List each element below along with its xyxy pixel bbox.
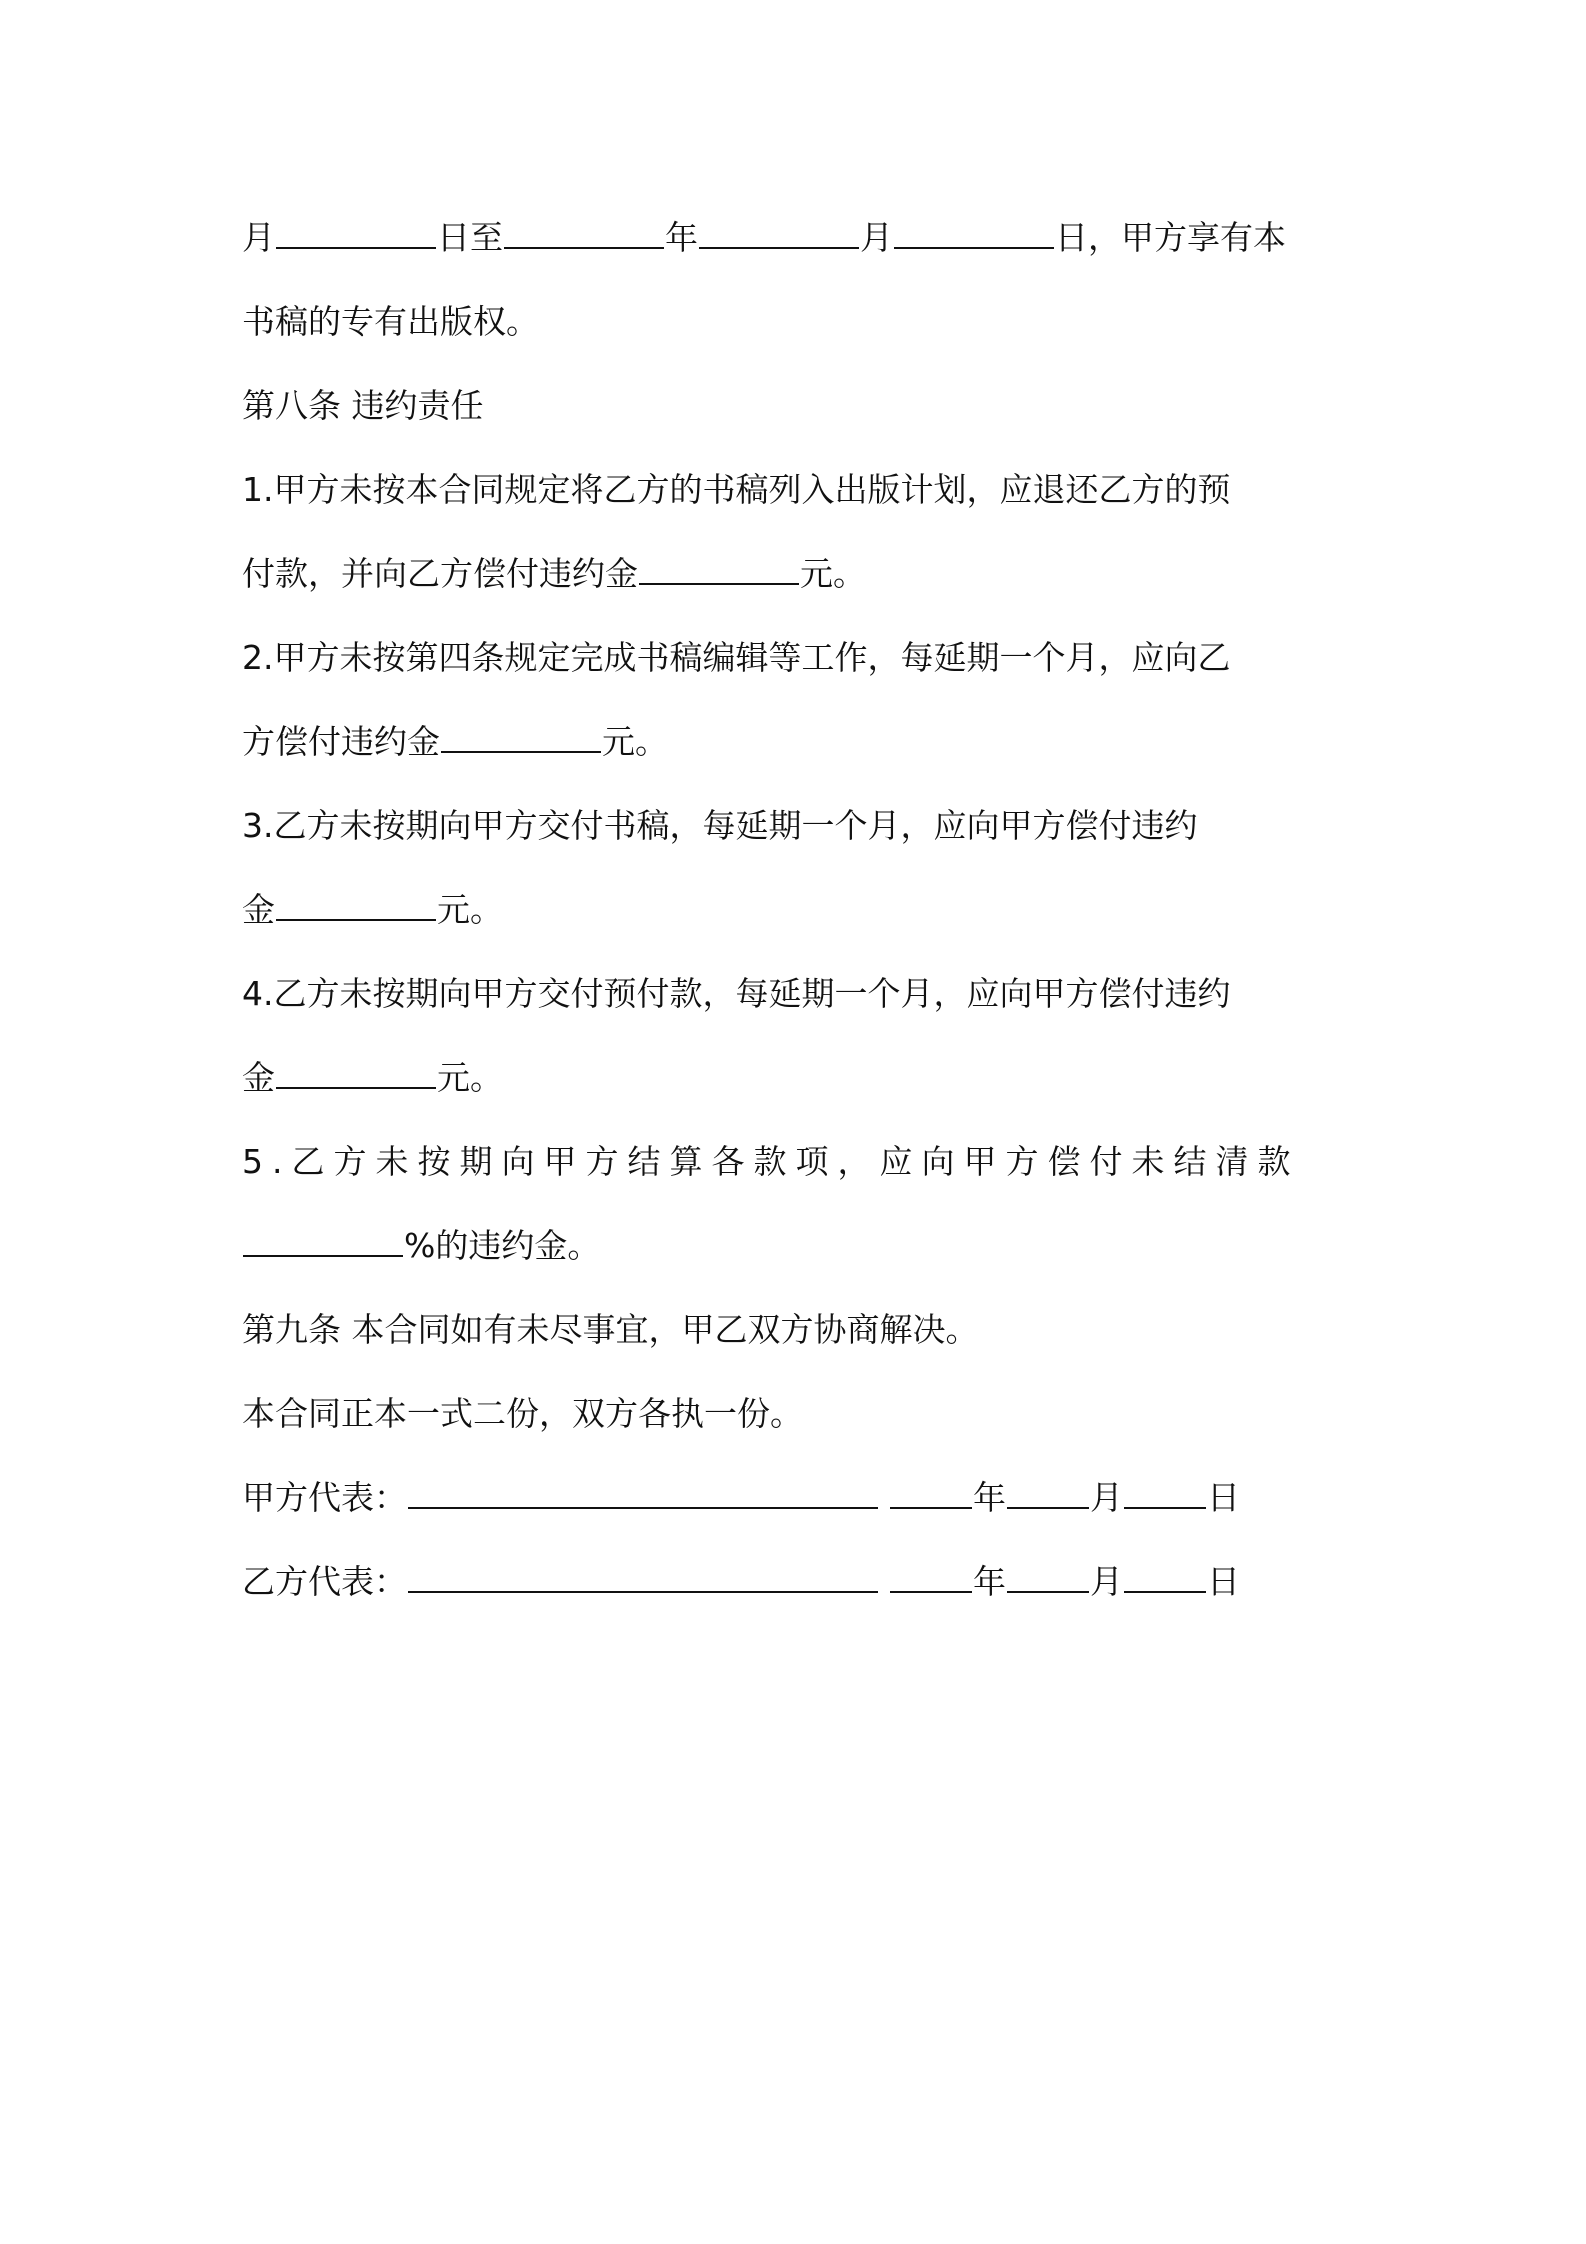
- article-8-heading: 第八条 违约责任: [242, 386, 484, 425]
- party-b-label: 乙方代表：: [242, 1562, 407, 1601]
- text-day-to: 日至: [437, 218, 503, 257]
- clause-4-line-1: 4.乙方未按期向甲方交付预付款，每延期一个月，应向甲方偿付违约: [242, 974, 1231, 1013]
- blank-field[interactable]: [894, 215, 1054, 249]
- clause-2-text: 方偿付违约金: [242, 722, 440, 761]
- year-field[interactable]: [890, 1475, 972, 1509]
- copies-clause: 本合同正本一式二份，双方各执一份。: [242, 1394, 803, 1433]
- clause-2-line-1: 2.甲方未按第四条规定完成书稿编辑等工作，每延期一个月，应向乙: [242, 638, 1231, 677]
- clause-4-text: 金: [242, 1058, 275, 1097]
- blank-field[interactable]: [243, 1223, 403, 1257]
- day-field[interactable]: [1124, 1475, 1206, 1509]
- blank-field[interactable]: [699, 215, 859, 249]
- text-month-2: 月: [860, 218, 893, 257]
- clause-1-text: 付款，并向乙方偿付违约金: [242, 554, 638, 593]
- party-a-signature-field[interactable]: [408, 1475, 878, 1509]
- clause-1-line-2: [242, 532, 1362, 616]
- clause-3-line-2: [242, 868, 1362, 952]
- text-year: 年: [973, 1562, 1006, 1601]
- clause-5-line-2: [242, 1204, 1362, 1288]
- text-month: 月: [242, 218, 275, 257]
- text-year: 年: [973, 1478, 1006, 1517]
- clause-1-line-1: 1.甲方未按本合同规定将乙方的书稿列入出版计划，应退还乙方的预: [242, 470, 1231, 509]
- blank-field[interactable]: [276, 887, 436, 921]
- month-field[interactable]: [1007, 1475, 1089, 1509]
- blank-field[interactable]: [639, 551, 799, 585]
- article-9: 第九条 本合同如有未尽事宜，甲乙双方协商解决。: [242, 1310, 979, 1349]
- clause-3-line-1: 3.乙方未按期向甲方交付书稿，每延期一个月，应向甲方偿付违约: [242, 806, 1198, 845]
- contract-body: [242, 196, 1362, 1624]
- unit-yuan: 元。: [437, 890, 503, 929]
- party-b-signature-field[interactable]: [408, 1559, 878, 1593]
- text-month: 月: [1090, 1478, 1123, 1517]
- text-day: 日: [1207, 1562, 1240, 1601]
- blank-field[interactable]: [276, 215, 436, 249]
- line-term-dates: [242, 196, 1362, 280]
- text-day: 日: [1207, 1478, 1240, 1517]
- unit-yuan: 元。: [602, 722, 668, 761]
- party-b-signature-row: [242, 1540, 1362, 1624]
- day-field[interactable]: [1124, 1559, 1206, 1593]
- clause-5-text: %的违约金。: [404, 1226, 601, 1265]
- month-field[interactable]: [1007, 1559, 1089, 1593]
- clause-5-line-1: 5.乙方未按期向甲方结算各款项，应向甲方偿付未结清款: [242, 1142, 1300, 1181]
- clause-4-line-2: [242, 1036, 1362, 1120]
- party-a-signature-row: [242, 1456, 1362, 1540]
- text-day-right: 日，甲方享有本: [1055, 218, 1286, 257]
- text-year: 年: [665, 218, 698, 257]
- blank-field[interactable]: [276, 1055, 436, 1089]
- party-a-label: 甲方代表：: [242, 1478, 407, 1517]
- blank-field[interactable]: [441, 719, 601, 753]
- unit-yuan: 元。: [437, 1058, 503, 1097]
- blank-field[interactable]: [504, 215, 664, 249]
- year-field[interactable]: [890, 1559, 972, 1593]
- line-copyright: 书稿的专有出版权。: [242, 302, 539, 341]
- clause-2-line-2: [242, 700, 1362, 784]
- clause-3-text: 金: [242, 890, 275, 929]
- text-month: 月: [1090, 1562, 1123, 1601]
- unit-yuan: 元。: [800, 554, 866, 593]
